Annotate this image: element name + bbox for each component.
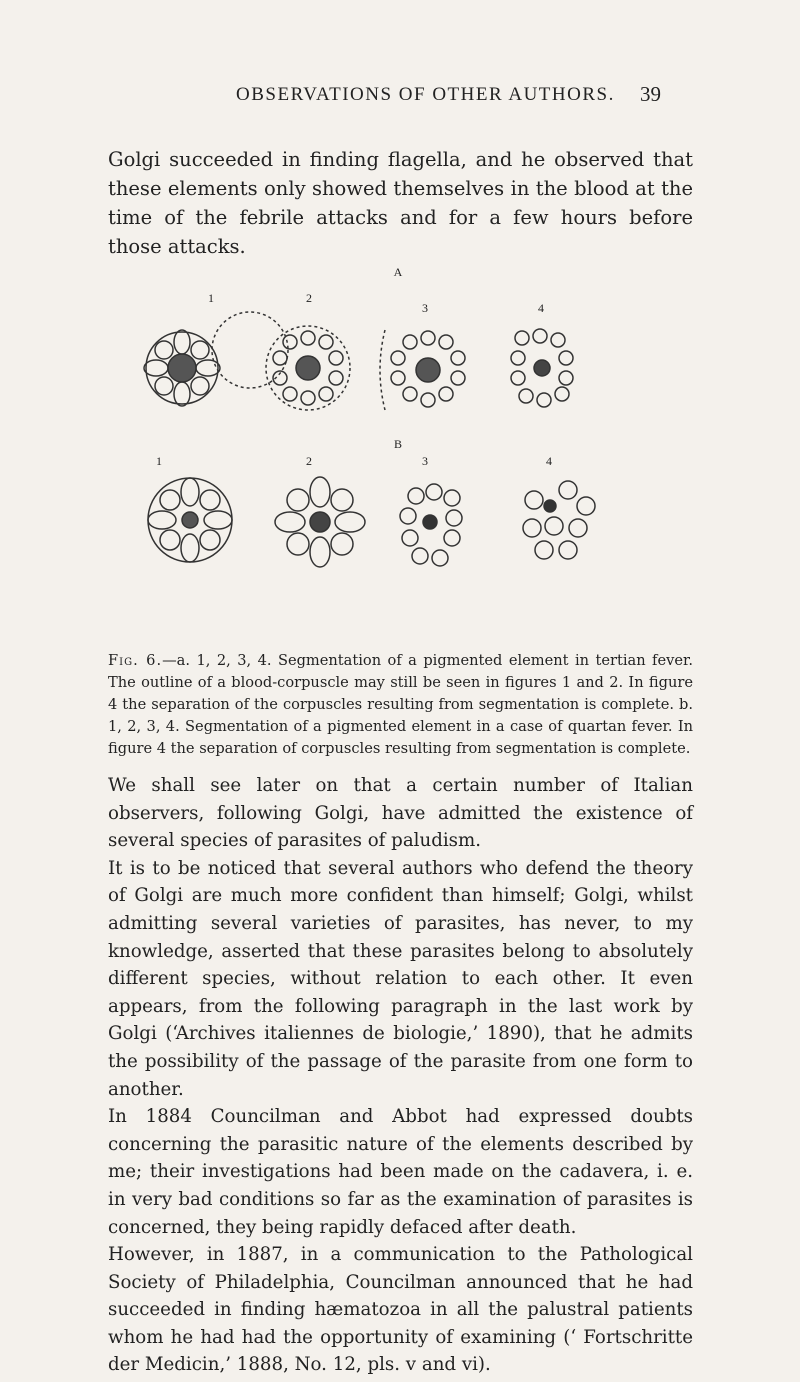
row-a-fig-4 bbox=[511, 329, 573, 407]
page-header bbox=[0, 84, 800, 124]
row-b-number-4: 4 bbox=[546, 454, 552, 468]
row-a-number-1: 1 bbox=[208, 291, 214, 305]
row-a-fig-3 bbox=[380, 330, 465, 410]
paragraph: We shall see later on that a certain number of Italian observers, following Golgi, have admitted the existence of several species of parasites of paludism. bbox=[108, 775, 693, 852]
row-a-fig-2 bbox=[266, 326, 350, 410]
row-b-number-1: 1 bbox=[156, 454, 162, 468]
intro-paragraph: Golgi succeeded in finding flagella, and he observed that these elements only showed themselves in the blood at the time of the febrile attacks and for a few hours before those attacks. bbox=[108, 148, 693, 258]
row-b-fig-2 bbox=[275, 477, 365, 567]
row-b-fig-1 bbox=[148, 478, 232, 562]
row-b-fig-3 bbox=[400, 484, 462, 566]
paragraph: In 1884 Councilman and Abbot had expressed doubts concerning the parasitic nature of the elements described by me; their investigations had been made on the cadavera, i. e. in very bad conditions so far as the examination of parasites is concerned, they being rapidly defaced after death. bbox=[108, 1106, 693, 1238]
paragraph: However, in 1887, in a communication to the Pathological Society of Philadelphia, Councilman announced that he had succeeded in finding hæmatozoa in all the palustral patients whom he had had the opportunity of examining (‘ Fortschritte der Medicin,’ 1888, No. 12, pls. v and vi). bbox=[108, 1244, 693, 1376]
figure-illustration bbox=[130, 260, 690, 640]
row-b-fig-4 bbox=[523, 481, 595, 559]
row-b-number-3: 3 bbox=[422, 454, 428, 468]
paragraph: It is to be noticed that several authors who defend the theory of Golgi are much more confident than himself; Golgi, whilst admitting several varieties of parasites, has never, to my knowledge, asserted that these parasites belong to absolutely different species, without relation to each other. It even appears, from the following paragraph in the last work by Golgi (‘Archives italiennes de biologie,’ 1890), that he admits the possibility of the passage of the parasite from one form to another. bbox=[108, 857, 693, 1100]
row-b-label: B bbox=[393, 437, 403, 451]
row-a-label: A bbox=[393, 265, 403, 279]
row-b-number-2: 2 bbox=[306, 454, 312, 468]
running-title: OBSERVATIONS OF OTHER AUTHORS. bbox=[236, 84, 615, 105]
figure-segmentation bbox=[130, 260, 690, 640]
row-a-number-4: 4 bbox=[538, 301, 544, 315]
figure-caption bbox=[108, 650, 693, 760]
row-a-number-2: 2 bbox=[306, 291, 312, 305]
page-number: 39 bbox=[640, 82, 661, 106]
caption-label: Fig. 6. bbox=[108, 652, 163, 669]
caption-text: —a. 1, 2, 3, 4. Segmentation of a pigmented element in tertian fever. The outline of a blood-corpuscle may still be seen in figures 1 and 2. In figure 4 the separation of the corpuscles resulting from segmentation is complete. b. 1, 2, 3, 4. Segmentation of a pigmented element in a case of quartan fever. In figure 4 the separation of corpuscles resulting from segmentation is complete. bbox=[108, 652, 693, 757]
row-a-number-3: 3 bbox=[422, 301, 428, 315]
body-text bbox=[108, 772, 693, 1379]
